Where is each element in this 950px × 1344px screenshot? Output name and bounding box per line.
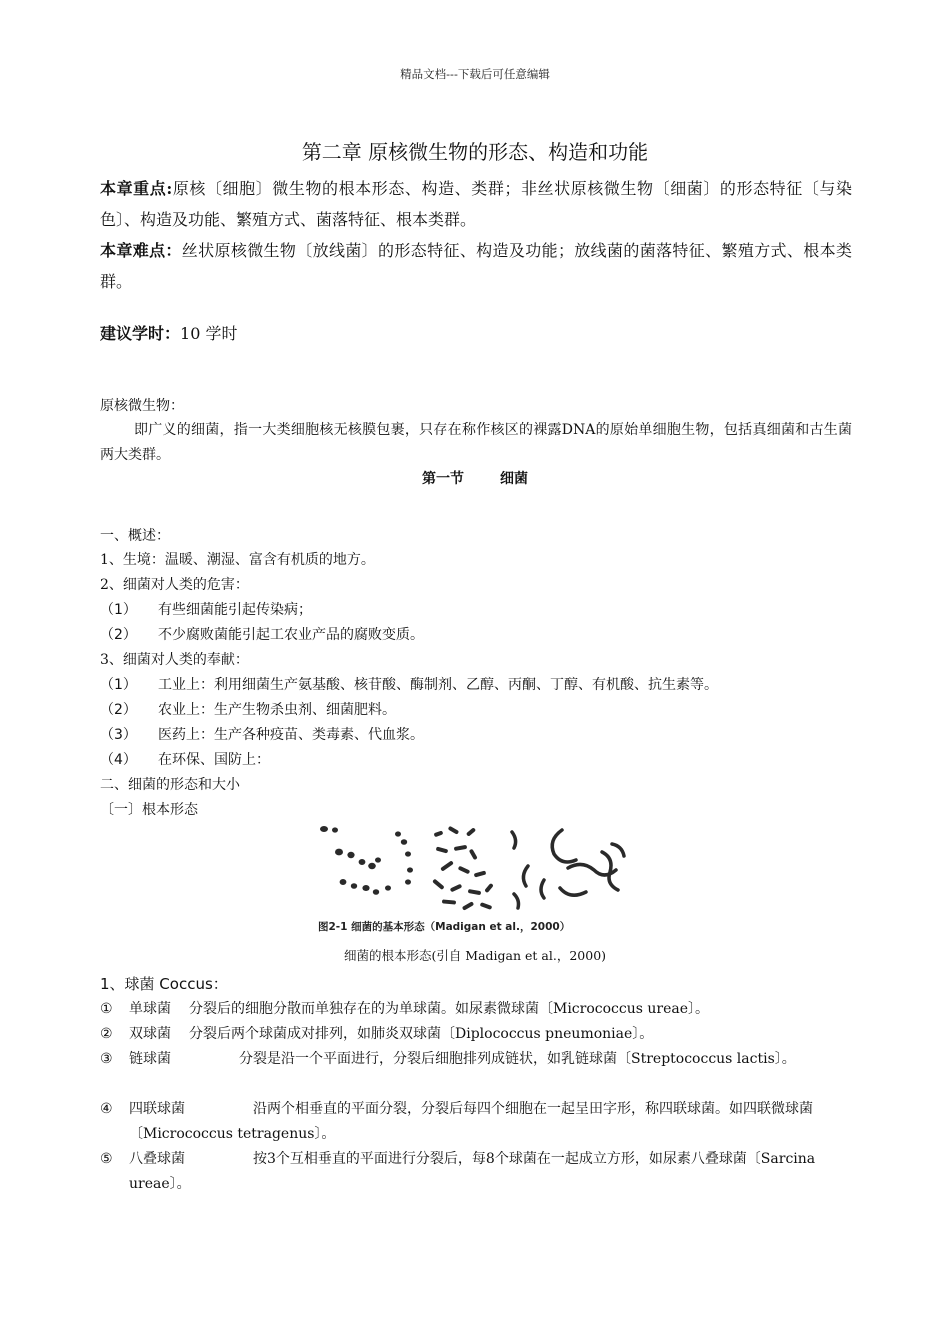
coccus-item xyxy=(100,1022,852,1047)
benefit-text: 在环保、国防上： xyxy=(158,752,270,768)
hours-value: 10 学时 xyxy=(180,324,238,343)
key-points-paragraph xyxy=(100,173,852,235)
coccus-description: 按3个互相垂直的平面进行分裂后，每8个球菌在一起成立方形，如尿素八叠球菌〔Sarcina ureae〕。 xyxy=(129,1151,816,1192)
coccus-item xyxy=(100,1047,852,1072)
coccus-name: 四联球菌 xyxy=(129,1101,185,1117)
list-marker: ② xyxy=(100,1026,113,1042)
key-points-label: 本章重点: xyxy=(100,179,173,198)
harm-text: 有些细菌能引起传染病； xyxy=(158,602,312,618)
hours-label: 建议学时： xyxy=(100,324,181,343)
list-marker: ④ xyxy=(100,1101,113,1117)
difficulties-text: 丝状原核微生物〔放线菌〕的形态特征、构造及功能；放线菌的菌落特征、繁殖方式、根本类群。 xyxy=(100,241,852,291)
list-marker: （1） xyxy=(100,677,137,693)
section-number: 第一节 xyxy=(422,471,464,487)
benefit-item xyxy=(100,748,852,773)
coccus-name: 八叠球菌 xyxy=(129,1151,185,1167)
section-title xyxy=(0,468,950,488)
harm-item xyxy=(100,623,852,648)
section-name: 细菌 xyxy=(500,471,528,487)
coccus-item xyxy=(100,997,852,1022)
coccus-item xyxy=(100,1097,852,1147)
list-marker: ⑤ xyxy=(100,1151,113,1167)
morphology-heading: 二、细菌的形态和大小 xyxy=(100,777,240,793)
difficulties-paragraph xyxy=(100,235,852,297)
benefit-item xyxy=(100,723,852,748)
harm-item xyxy=(100,598,852,623)
figure-label: 图2-1 细菌的基本形态（Madigan et al.，2000） xyxy=(318,921,571,933)
list-marker: （2） xyxy=(100,627,137,643)
benefit-text: 农业上：生产生物杀虫剂、细菌肥料。 xyxy=(158,702,396,718)
coccus-name: 单球菌 xyxy=(129,1001,171,1017)
key-points-text: 原核〔细胞〕微生物的根本形态、构造、类群；非丝状原核微生物〔细菌〕的形态特征〔与染色〕、构造及功能、繁殖方式、菌落特征、根本类群。 xyxy=(100,179,852,229)
coccus-heading: 1、球菌 Coccus： xyxy=(100,975,228,993)
coccus-description: 分裂是沿一个平面进行，分裂后细胞排列成链状，如乳链球菌〔Streptococcus lactis〕。 xyxy=(239,1051,796,1067)
harm-text: 不少腐败菌能引起工农业产品的腐败变质。 xyxy=(158,627,424,643)
list-marker: （3） xyxy=(100,727,137,743)
morphology-subheading: 〔一〕根本形态 xyxy=(100,802,198,818)
hours-paragraph xyxy=(100,318,852,349)
overview-heading: 一、概述： xyxy=(100,528,170,544)
prokaryote-heading: 原核微生物： xyxy=(100,398,184,414)
page-header: 精品文档---下载后可任意编辑 xyxy=(400,67,550,81)
coccus-item xyxy=(100,1147,852,1197)
benefit-item xyxy=(100,673,852,698)
prokaryote-definition: 即广义的细菌，指一大类细胞核无核膜包裹，只存在称作核区的裸露DNA的原始单细胞生物，包括真细菌和古生菌两大类群。 xyxy=(100,422,852,463)
list-marker: （2） xyxy=(100,702,137,718)
list-marker: ① xyxy=(100,1001,113,1017)
bacteria-drawing xyxy=(316,818,644,942)
list-marker: ③ xyxy=(100,1051,113,1067)
benefit-item xyxy=(100,698,852,723)
overview-item-3: 3、细菌对人类的奉献： xyxy=(100,652,249,668)
figure-caption: 细菌的根本形态(引自 Madigan et al.，2000) xyxy=(343,948,607,963)
coccus-description: 沿两个相垂直的平面分裂，分裂后每四个细胞在一起呈田字形，称四联球菌。如四联微球菌〔Micrococcus tetragenus〕。 xyxy=(129,1101,813,1142)
bacteria-morphology-figure xyxy=(316,818,644,942)
coccus-description: 分裂后的细胞分散而单独存在的为单球菌。如尿素微球菌〔Micrococcus ureae〕。 xyxy=(189,1001,710,1017)
overview-item-1: 1、生境：温暖、潮湿、富含有机质的地方。 xyxy=(100,552,375,568)
list-marker: （1） xyxy=(100,602,137,618)
benefit-text: 工业上：利用细菌生产氨基酸、核苷酸、酶制剂、乙醇、丙酮、丁醇、有机酸、抗生素等。 xyxy=(158,677,718,693)
benefit-text: 医药上：生产各种疫苗、类毒素、代血浆。 xyxy=(158,727,424,743)
coccus-name: 双球菌 xyxy=(129,1026,171,1042)
chapter-title: 第二章 原核微生物的形态、构造和功能 xyxy=(301,140,649,164)
coccus-description: 分裂后两个球菌成对排列，如肺炎双球菌〔Diplococcus pneumoniae〕。 xyxy=(189,1026,654,1042)
list-marker: （4） xyxy=(100,752,137,768)
coccus-name: 链球菌 xyxy=(129,1051,171,1067)
overview-item-2: 2、细菌对人类的危害： xyxy=(100,577,249,593)
difficulties-label: 本章难点： xyxy=(100,241,182,260)
